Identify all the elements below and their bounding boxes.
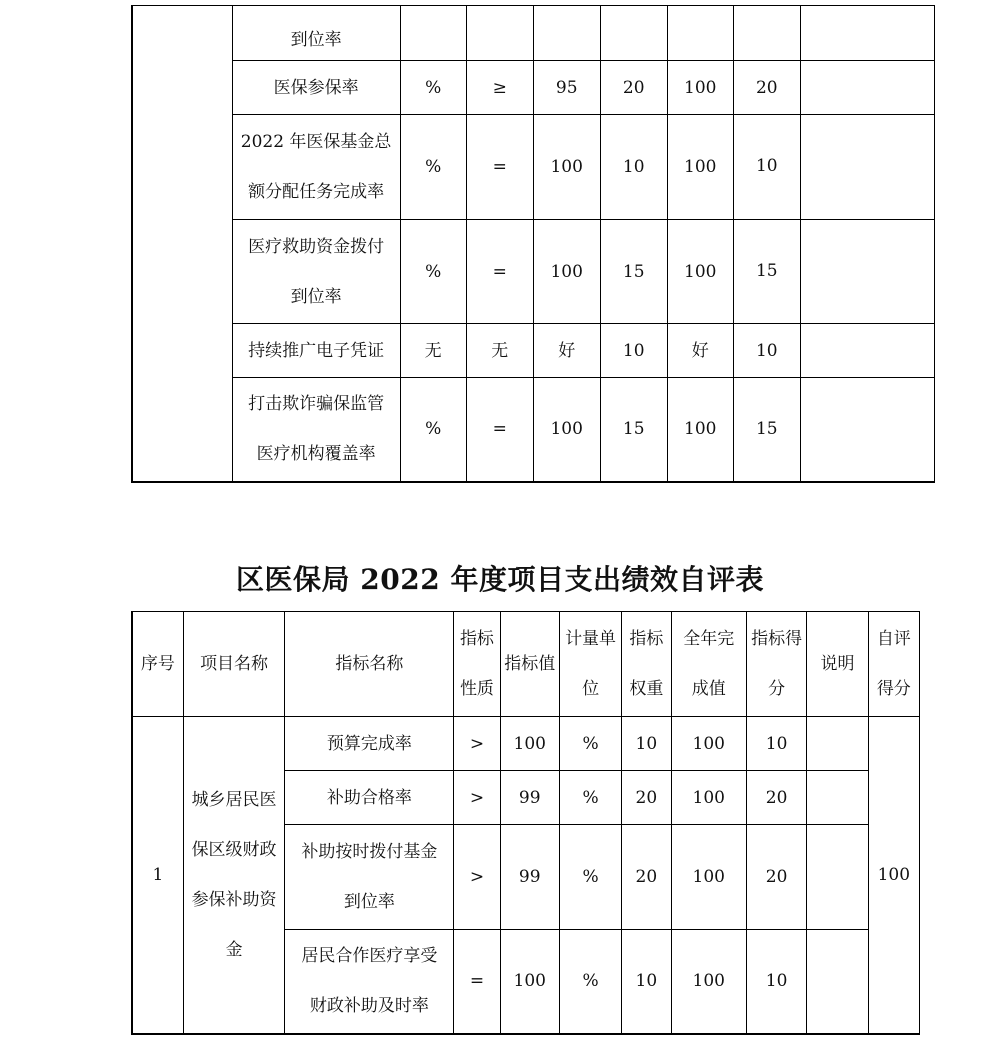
unit-cell: 无	[400, 324, 466, 378]
unit-cell: %	[559, 930, 621, 1034]
indicator-name: 居民合作医疗享受 财政补助及时率	[285, 930, 454, 1034]
weight-cell: 10	[622, 717, 671, 771]
value-cell: 99	[500, 771, 559, 825]
actual-cell: 100	[671, 930, 746, 1034]
seq-cell: 1	[132, 717, 183, 1034]
table-header-row	[132, 612, 920, 717]
indicator-name: 补助按时拨付基金 到位率	[285, 825, 454, 930]
operator-cell: =	[466, 115, 533, 220]
weight-cell: 20	[622, 825, 671, 930]
actual-cell: 100	[667, 61, 733, 115]
actual-cell: 100	[671, 825, 746, 930]
weight-cell: 10	[600, 115, 667, 220]
header-seq: 序号	[132, 612, 183, 717]
table-row	[132, 324, 935, 378]
unit-cell: %	[400, 220, 466, 324]
note-cell	[800, 324, 934, 378]
unit-cell: %	[400, 61, 466, 115]
table-row	[132, 717, 920, 771]
indicator-name: 补助合格率	[285, 771, 454, 825]
indicator-name: 持续推广电子凭证	[232, 324, 400, 378]
score-cell: 10	[746, 930, 806, 1034]
unit-cell: %	[559, 717, 621, 771]
target-cell: 100	[533, 220, 600, 324]
target-cell: 100	[533, 115, 600, 220]
indicator-name: 医保参保率	[232, 61, 400, 115]
header-score: 指标得 分	[746, 612, 806, 717]
unit-cell: %	[559, 771, 621, 825]
unit-cell: %	[400, 378, 466, 482]
table-row	[132, 6, 935, 61]
header-weight: 指标 权重	[622, 612, 671, 717]
weight-cell: 10	[600, 324, 667, 378]
indicator-name: 医疗救助资金拨付 到位率	[232, 220, 400, 324]
table-row	[132, 61, 935, 115]
score-cell: 20	[733, 61, 800, 115]
note-cell	[807, 825, 868, 930]
project-name-cell: 城乡居民医 保区级财政 参保补助资 金	[183, 717, 285, 1034]
header-unit: 计量单 位	[559, 612, 621, 717]
operator-cell: =	[466, 378, 533, 482]
top-indicator-table	[131, 5, 935, 483]
actual-cell: 100	[667, 220, 733, 324]
value-cell: 100	[500, 717, 559, 771]
header-nature: 指标 性质	[454, 612, 500, 717]
header-actual: 全年完 成值	[671, 612, 746, 717]
self-score-cell: 100	[868, 717, 919, 1034]
value-cell: 99	[500, 825, 559, 930]
header-note: 说明	[807, 612, 868, 717]
value-cell: 100	[500, 930, 559, 1034]
unit-cell: %	[559, 825, 621, 930]
operator-cell: =	[466, 220, 533, 324]
header-indicator: 指标名称	[285, 612, 454, 717]
note-cell	[807, 717, 868, 771]
unit-cell: %	[400, 115, 466, 220]
weight-cell: 15	[600, 220, 667, 324]
operator-cell: 无	[466, 324, 533, 378]
score-cell: 10	[733, 324, 800, 378]
target-cell: 好	[533, 324, 600, 378]
actual-cell: 好	[667, 324, 733, 378]
table-row	[132, 378, 935, 482]
table-row	[132, 220, 935, 324]
indicator-name: 2022 年医保基金总 额分配任务完成率	[232, 115, 400, 220]
score-cell: 20	[746, 771, 806, 825]
score-cell: 10	[733, 115, 800, 220]
performance-table	[131, 611, 920, 1035]
table-row	[132, 115, 935, 220]
actual-cell: 100	[667, 115, 733, 220]
note-cell	[800, 115, 934, 220]
indicator-name: 打击欺诈骗保监管 医疗机构覆盖率	[232, 378, 400, 482]
indicator-name: 预算完成率	[285, 717, 454, 771]
score-cell: 20	[746, 825, 806, 930]
target-cell: 95	[533, 61, 600, 115]
note-cell	[807, 930, 868, 1034]
nature-cell: >	[454, 825, 500, 930]
header-project: 项目名称	[183, 612, 285, 717]
empty-cell	[132, 6, 232, 482]
weight-cell: 15	[600, 378, 667, 482]
actual-cell: 100	[671, 771, 746, 825]
operator-cell: ≥	[466, 61, 533, 115]
score-cell: 15	[733, 378, 800, 482]
note-cell	[807, 771, 868, 825]
weight-cell: 20	[622, 771, 671, 825]
score-cell: 10	[746, 717, 806, 771]
note-cell	[800, 61, 934, 115]
weight-cell: 20	[600, 61, 667, 115]
weight-cell: 10	[622, 930, 671, 1034]
note-cell	[800, 378, 934, 482]
target-cell: 100	[533, 378, 600, 482]
indicator-name: 到位率	[232, 6, 400, 61]
score-cell: 15	[733, 220, 800, 324]
nature-cell: =	[454, 930, 500, 1034]
header-value: 指标值	[500, 612, 559, 717]
nature-cell: >	[454, 717, 500, 771]
actual-cell: 100	[667, 378, 733, 482]
header-self-score: 自评 得分	[868, 612, 919, 717]
page-title: 区医保局 2022 年度项目支出绩效自评表	[236, 563, 764, 596]
actual-cell: 100	[671, 717, 746, 771]
note-cell	[800, 220, 934, 324]
nature-cell: >	[454, 771, 500, 825]
